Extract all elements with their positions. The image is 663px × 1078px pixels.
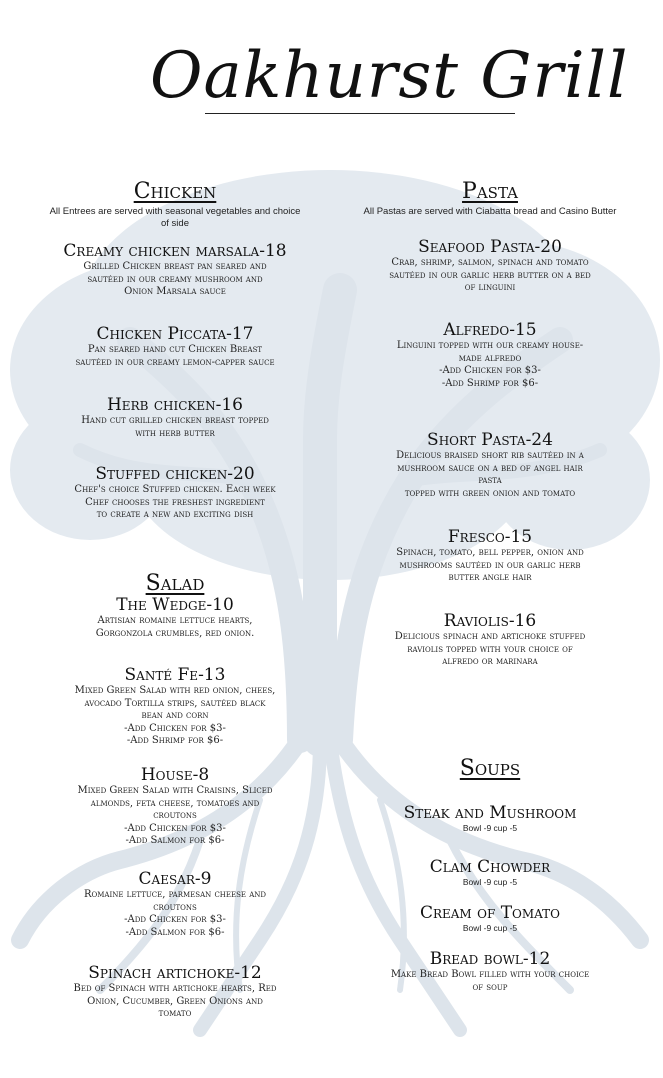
item-price: Bowl -9 cup -5 bbox=[462, 823, 518, 833]
item-title: Chicken Piccata-17 bbox=[96, 324, 254, 344]
menu-item bbox=[345, 238, 635, 295]
item-title: Stuffed chicken-20 bbox=[95, 464, 255, 484]
item-title: Steak and Mushroom bbox=[403, 803, 577, 823]
item-title: Raviolis-16 bbox=[443, 611, 537, 631]
menu-item bbox=[345, 321, 635, 390]
item-title: Short Pasta-24 bbox=[427, 430, 553, 450]
menu-item bbox=[30, 964, 320, 1021]
menu-item bbox=[30, 666, 320, 748]
item-title: Caesar-9 bbox=[138, 869, 212, 889]
salad-heading: Salad bbox=[145, 571, 205, 596]
item-title: Clam Chowder bbox=[429, 857, 551, 877]
item-description: Mixed Green Salad with Craisins, Sliced almonds, feta cheese, tomatoes and croutons -Add Chicken for $3- -Add Salmon for $6- bbox=[77, 785, 273, 846]
menu-item bbox=[345, 858, 635, 888]
item-title: The Wedge-10 bbox=[116, 595, 234, 615]
menu-item bbox=[345, 431, 635, 500]
item-title: Seafood Pasta-20 bbox=[418, 237, 562, 257]
item-description: Spinach, tomato, bell pepper, onion and mushrooms sautéed in our garlic herb butter angle hair bbox=[396, 547, 584, 583]
item-title: Bread bowl-12 bbox=[429, 949, 551, 969]
item-description: Pan seared hand cut Chicken Breast sautéed in our creamy lemon-capper sauce bbox=[75, 344, 275, 368]
pasta-heading: Pasta bbox=[462, 179, 518, 204]
menu-item bbox=[30, 870, 320, 939]
item-title: Herb chicken-16 bbox=[106, 395, 243, 415]
menu-item bbox=[345, 950, 635, 994]
item-title: Santé Fe-13 bbox=[124, 665, 226, 685]
menu-item bbox=[30, 465, 320, 522]
item-description: Crab, shrimp, salmon, spinach and tomato sautéed in our garlic herb butter on a bed of linguini bbox=[389, 257, 591, 293]
pasta-note: All Pastas are served with Ciabatta bread and Casino Butter bbox=[363, 206, 617, 217]
menu-item bbox=[30, 596, 320, 640]
item-title: Alfredo-15 bbox=[443, 320, 537, 340]
chicken-note: All Entrees are served with seasonal vegetables and choice of side bbox=[49, 206, 301, 229]
title-underline bbox=[205, 113, 515, 114]
item-price: Bowl -9 cup -5 bbox=[462, 923, 518, 933]
item-description: Make Bread Bowl filled with your choice of soup bbox=[390, 969, 590, 993]
menu-item bbox=[30, 766, 320, 848]
item-description: Linguini topped with our creamy house- made alfredo -Add Chicken for $3- -Add Shrimp for $6- bbox=[396, 340, 584, 389]
item-title: House-8 bbox=[140, 765, 210, 785]
item-description: Grilled Chicken breast pan seared and sautéed in our creamy mushroom and Onion Marsala sauce bbox=[83, 261, 267, 297]
item-title: Fresco-15 bbox=[447, 527, 533, 547]
item-title: Cream of Tomato bbox=[419, 903, 561, 923]
item-description: Bed of Spinach with artichoke hearts, Red Onion, Cucumber, Green Onions and tomato bbox=[73, 983, 277, 1019]
menu-item bbox=[345, 612, 635, 669]
menu-item bbox=[345, 904, 635, 934]
item-description: Delicious spinach and artichoke stuffed raviolis topped with your choice of alfredo or marinara bbox=[394, 631, 586, 667]
menu-item bbox=[30, 396, 320, 440]
item-description: Chef's choice Stuffed chicken. Each week Chef chooses the freshest ingredient to create a new and exciting dish bbox=[74, 484, 276, 520]
menu-item bbox=[30, 242, 320, 299]
item-title: Creamy chicken marsala-18 bbox=[63, 241, 287, 261]
item-title: Spinach artichoke-12 bbox=[88, 963, 262, 983]
chicken-heading: Chicken bbox=[133, 179, 217, 204]
page-title: Oakhurst Grill bbox=[150, 39, 629, 113]
item-description: Delicious braised short rib sautéed in a mushroom sauce on a bed of angel hair pasta topped with green onion and tomato bbox=[396, 450, 584, 499]
item-description: Mixed Green Salad with red onion, chees, avocado Tortilla strips, sautéed black bean and corn -Add Chicken for $3- -Add Shrimp for $6- bbox=[74, 685, 276, 746]
soups-heading: Soups bbox=[459, 756, 521, 781]
menu-item bbox=[345, 528, 635, 585]
item-description: Romaine lettuce, parmesan cheese and croutons -Add Chicken for $3- -Add Salmon for $6- bbox=[84, 889, 266, 938]
item-description: Artisian romaine lettuce hearts, Gorgonzola crumbles, red onion. bbox=[95, 615, 255, 639]
item-description: Hand cut grilled chicken breast topped with herb butter bbox=[81, 415, 269, 439]
menu-item bbox=[345, 804, 635, 834]
menu-item bbox=[30, 325, 320, 369]
item-price: Bowl -9 cup -5 bbox=[462, 877, 518, 887]
